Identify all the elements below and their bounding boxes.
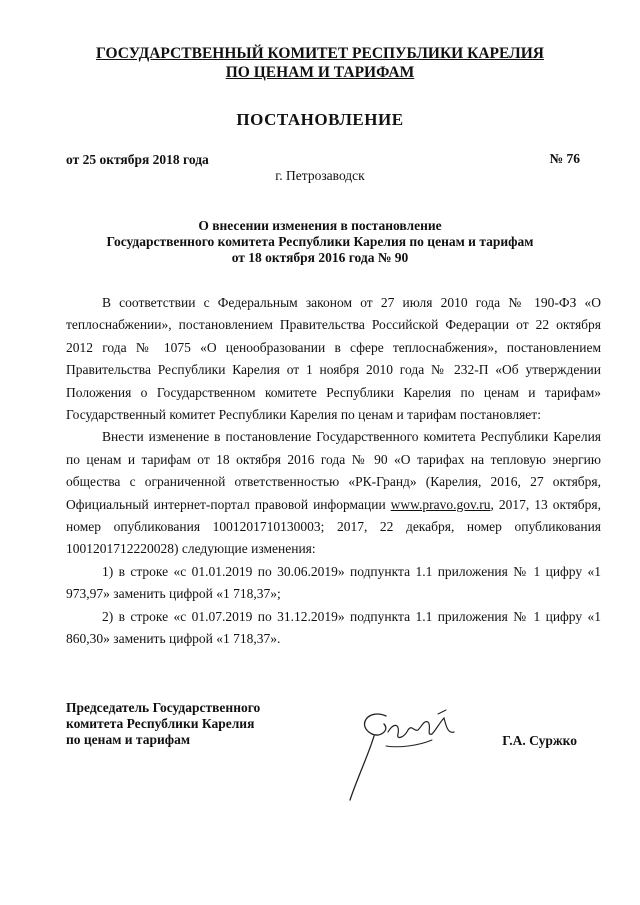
organization-line-1: ГОСУДАРСТВЕННЫЙ КОМИТЕТ РЕСПУБЛИКИ КАРЕЛИЯ <box>96 45 544 62</box>
subject-line-3: от 18 октября 2016 года № 90 <box>231 250 409 265</box>
pravo-link[interactable]: www.pravo.gov.ru <box>390 496 491 512</box>
signatory-name: Г.А. Суржко <box>502 733 577 748</box>
signatory-title-line-2: комитета Республики Карелия <box>66 716 255 731</box>
change-item-1: 1) в строке «с 01.01.2019 по 30.06.2019» подпункта 1.1 приложения № 1 цифру «1 973,97» заменить цифрой «1 718,37»; <box>66 563 601 602</box>
signatory-title-line-3: по ценам и тарифам <box>66 732 191 747</box>
resolution-text-start: Внести изменение в постановление Государственного комитета Республики Карелия по ценам и тарифам от 18 октября 2016 года № 90 «О тарифах на тепловую энергию общества с ограниченной ответственностью «РК-Гранд» (Карелия, 2016, 27 октября, Официальный интернет-портал правовой информации <box>66 429 601 512</box>
resolution-text-end: , 2017, 13 октября, номер опубликования 1001201710130003; 2017, 22 декабря, номер опубликования 1001201712220028) следующие изменения: <box>66 496 601 557</box>
document-subject <box>0 218 640 266</box>
handwritten-signature <box>328 696 478 806</box>
change-item-2: 2) в строке «с 01.07.2019 по 31.12.2019» подпункта 1.1 приложения № 1 цифру «1 860,30» заменить цифрой «1 718,37». <box>66 608 601 647</box>
subject-line-1: О внесении изменения в постановление <box>198 218 442 233</box>
signatory-title <box>66 700 260 748</box>
signatory-title-line-1: Председатель Государственного <box>66 700 261 715</box>
document-date: от 25 октября 2018 года <box>66 152 209 167</box>
resolution-paragraph <box>66 426 601 560</box>
organization-line-2: ПО ЦЕНАМ И ТАРИФАМ <box>225 64 415 81</box>
document-type: ПОСТАНОВЛЕНИЕ <box>236 110 404 129</box>
preamble-paragraph: В соответствии с Федеральным законом от 27 июля 2010 года № 190-ФЗ «О теплоснабжении», постановлением Правительства Российской Федерации от 22 октября 2012 года № 1075 «О ценообразовании в сфере теплоснабжения», постановлением Правительства Республики Карелия от 1 ноября 2010 года № 232-П «Об утверждении Положения о Государственном комитете Республики Карелия по ценам и тарифам» Государственный комитет Республики Карелия по ценам и тарифам постановляет: <box>66 295 601 423</box>
document-body <box>66 292 601 651</box>
organization-header <box>0 44 640 82</box>
subject-line-2: Государственного комитета Республики Карелия по ценам и тарифам <box>106 234 534 249</box>
document-city: г. Петрозаводск <box>275 168 365 183</box>
document-number: № 76 <box>549 151 580 166</box>
